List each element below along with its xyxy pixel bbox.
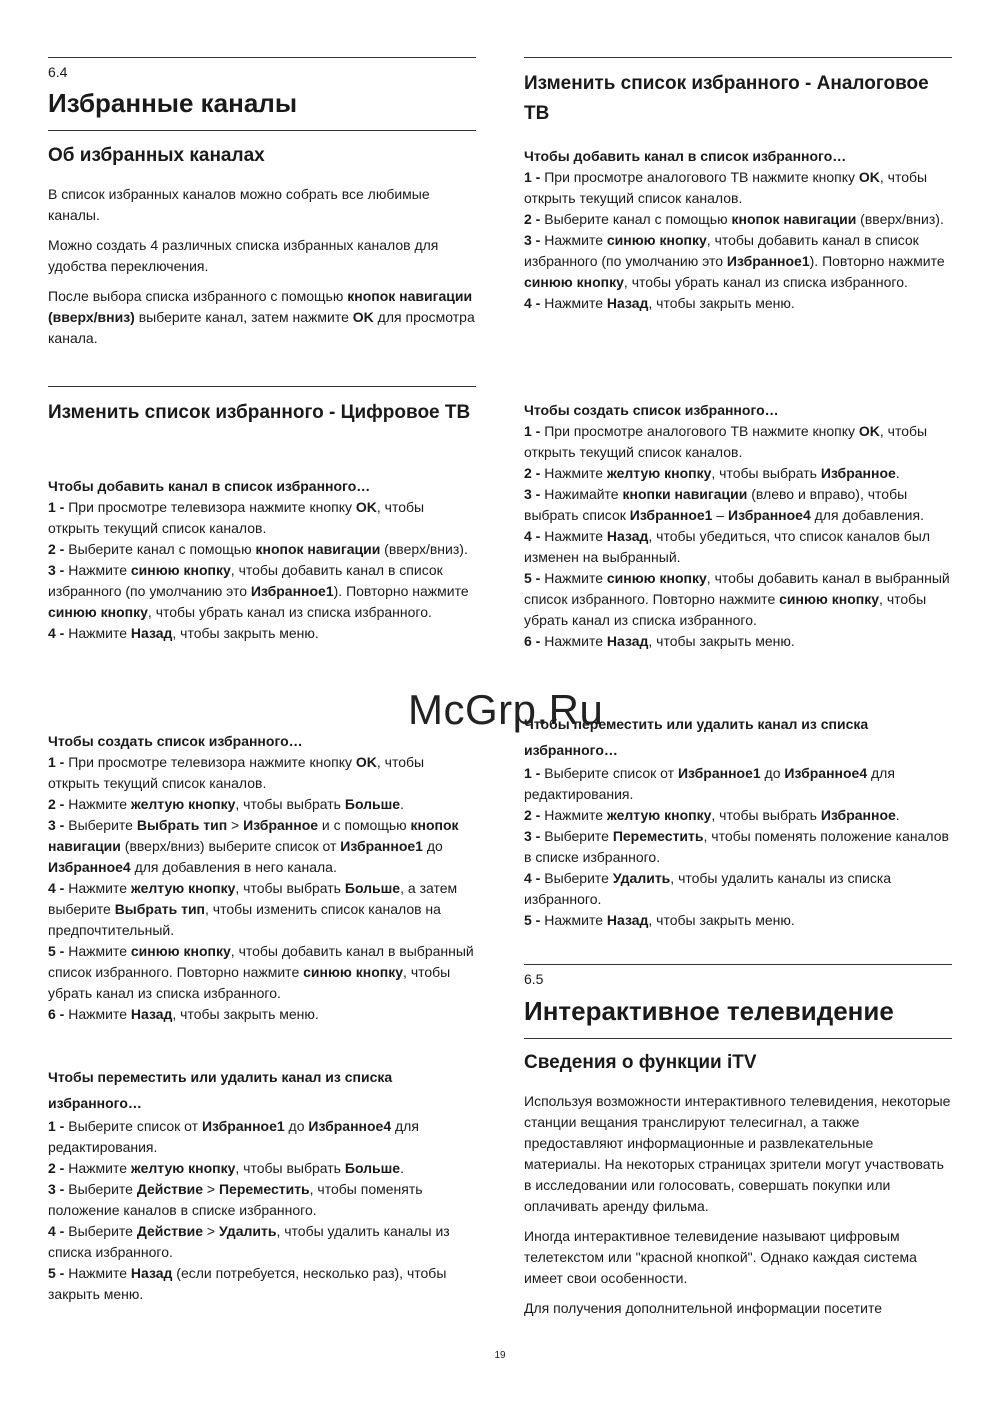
section-number: 6.4 xyxy=(48,64,68,80)
step-item: 2 - Выберите канал с помощью кнопок навигации (вверх/вниз). xyxy=(524,211,944,227)
digital-add xyxy=(48,476,476,644)
digital-heading: Изменить список избранного - Цифровое ТВ xyxy=(48,402,471,423)
analog-create xyxy=(524,400,952,652)
step-item: 1 - При просмотре телевизора нажмите кнопку OK, чтобы открыть текущий список каналов. xyxy=(48,499,425,536)
digital-create-title: Чтобы создать список избранного… xyxy=(48,733,303,749)
section-title: Избранные каналы xyxy=(48,88,298,118)
step-item: 4 - Нажмите Назад, чтобы закрыть меню. xyxy=(48,625,319,641)
itv-heading: Сведения о функции iTV xyxy=(524,1052,757,1073)
step-item: 5 - Нажмите синюю кнопку, чтобы добавить канал в выбранный список избранного. Повторно нажмите синюю кнопку, чтобы убрать канал из списка избранного. xyxy=(48,943,474,1001)
itv-paragraph-3: Для получения дополнительной информации посетите xyxy=(524,1300,883,1316)
divider xyxy=(48,57,476,58)
step-item: 4 - Нажмите желтую кнопку, чтобы выбрать Больше, а затем выберите Выбрать тип, чтобы изменить список каналов на предпочтительный. xyxy=(48,880,458,938)
step-item: 3 - Нажимайте кнопки навигации (влево и вправо), чтобы выбрать список Избранное1 – Избранное4 для добавления. xyxy=(524,486,924,523)
divider xyxy=(524,964,952,965)
step-item: 6 - Нажмите Назад, чтобы закрыть меню. xyxy=(524,633,795,649)
divider xyxy=(48,130,476,131)
step-item: 3 - Нажмите синюю кнопку, чтобы добавить канал в список избранного (по умолчанию это Избранное1). Повторно нажмите синюю кнопку, чтобы убрать канал из списка избранного. xyxy=(48,562,469,620)
page-number: 19 xyxy=(494,1350,506,1361)
about-paragraph-1: В список избранных каналов можно собрать все любимые каналы. xyxy=(48,186,430,223)
step-item: 1 - Выберите список от Избранное1 до Избранное4 для редактирования. xyxy=(524,765,895,802)
section-6-5 xyxy=(524,964,952,1039)
section-number: 6.5 xyxy=(524,971,544,987)
itv-paragraph-2: Иногда интерактивное телевидение называют цифровым телетекстом или "красной кнопкой". Однако каждая система имеет свои особенности. xyxy=(524,1228,917,1286)
itv-paragraph-1: Используя возможности интерактивного телевидения, некоторые станции вещания транслируют телесигнал, а также предоставляют информационные и развлекательные материалы. На некоторых страницах зрители могут участвовать в исследовании или голосовать, совершать покупки или оплачивать аренду фильма. xyxy=(524,1093,951,1214)
step-item: 5 - Нажмите Назад, чтобы закрыть меню. xyxy=(524,912,795,928)
step-item: 5 - Нажмите синюю кнопку, чтобы добавить канал в выбранный список избранного. Повторно нажмите синюю кнопку, чтобы убрать канал из списка избранного. xyxy=(524,570,950,628)
analog-add xyxy=(524,146,952,314)
analog-create-steps xyxy=(524,421,952,652)
step-item: 3 - Нажмите синюю кнопку, чтобы добавить канал в список избранного (по умолчанию это Избранное1). Повторно нажмите синюю кнопку, чтобы убрать канал из списка избранного. xyxy=(524,232,945,290)
analog-move-title: Чтобы переместить или удалить канал из списка избранного… xyxy=(524,716,869,758)
analog-add-title: Чтобы добавить канал в список избранного… xyxy=(524,148,847,164)
step-item: 1 - Выберите список от Избранное1 до Избранное4 для редактирования. xyxy=(48,1118,419,1155)
step-item: 2 - Нажмите желтую кнопку, чтобы выбрать Избранное. xyxy=(524,465,900,481)
itv-info xyxy=(524,1049,952,1319)
step-item: 5 - Нажмите Назад (если потребуется, несколько раз), чтобы закрыть меню. xyxy=(48,1265,447,1302)
analog-add-steps xyxy=(524,167,952,314)
watermark: McGrp.Ru xyxy=(408,686,604,733)
step-item: 2 - Нажмите желтую кнопку, чтобы выбрать Больше. xyxy=(48,796,404,812)
step-item: 6 - Нажмите Назад, чтобы закрыть меню. xyxy=(48,1006,319,1022)
digital-add-steps xyxy=(48,497,476,644)
step-item: 3 - Выберите Выбрать тип > Избранное и с помощью кнопок навигации (вверх/вниз) выберите список от Избранное1 до Избранное4 для добавления в него канала. xyxy=(48,817,459,875)
step-item: 1 - При просмотре аналогового ТВ нажмите кнопку OK, чтобы открыть текущий список каналов. xyxy=(524,423,928,460)
step-item: 2 - Выберите канал с помощью кнопок навигации (вверх/вниз). xyxy=(48,541,468,557)
step-item: 4 - Выберите Действие > Удалить, чтобы удалить каналы из списка избранного. xyxy=(48,1223,450,1260)
step-item: 2 - Нажмите желтую кнопку, чтобы выбрать Больше. xyxy=(48,1160,404,1176)
digital-tv-section xyxy=(48,386,476,428)
section-title: Интерактивное телевидение xyxy=(524,996,894,1026)
digital-create xyxy=(48,731,476,1025)
about-paragraph-3: После выбора списка избранного с помощью кнопок навигации (вверх/вниз) выберите канал, затем нажмите OK для просмотра канала. xyxy=(48,288,475,346)
about-heading: Об избранных каналах xyxy=(48,145,265,166)
about-favourites xyxy=(48,142,476,349)
digital-move xyxy=(48,1064,476,1305)
step-item: 1 - При просмотре аналогового ТВ нажмите кнопку OK, чтобы открыть текущий список каналов. xyxy=(524,169,928,206)
step-item: 3 - Выберите Переместить, чтобы поменять положение каналов в списке избранного. xyxy=(524,828,949,865)
digital-move-title: Чтобы переместить или удалить канал из списка избранного… xyxy=(48,1069,393,1111)
analog-heading: Изменить список избранного - Аналоговое ТВ xyxy=(524,73,929,124)
digital-create-steps xyxy=(48,752,476,1025)
digital-add-title: Чтобы добавить канал в список избранного… xyxy=(48,478,371,494)
step-item: 4 - Выберите Удалить, чтобы удалить каналы из списка избранного. xyxy=(524,870,892,907)
analog-move xyxy=(524,711,952,931)
step-item: 4 - Нажмите Назад, чтобы закрыть меню. xyxy=(524,295,795,311)
analog-create-title: Чтобы создать список избранного… xyxy=(524,402,779,418)
step-item: 4 - Нажмите Назад, чтобы убедиться, что список каналов был изменен на выбранный. xyxy=(524,528,931,565)
digital-move-steps xyxy=(48,1116,476,1305)
section-6-4 xyxy=(48,57,476,131)
analog-tv-section xyxy=(524,57,952,129)
step-item: 2 - Нажмите желтую кнопку, чтобы выбрать Избранное. xyxy=(524,807,900,823)
step-item: 3 - Выберите Действие > Переместить, чтобы поменять положение каналов в списке избранного. xyxy=(48,1181,423,1218)
divider xyxy=(48,386,476,387)
analog-move-steps xyxy=(524,763,952,931)
divider xyxy=(524,1038,952,1039)
divider xyxy=(524,57,952,58)
about-paragraph-2: Можно создать 4 различных списка избранных каналов для удобства переключения. xyxy=(48,237,439,274)
step-item: 1 - При просмотре телевизора нажмите кнопку OK, чтобы открыть текущий список каналов. xyxy=(48,754,425,791)
